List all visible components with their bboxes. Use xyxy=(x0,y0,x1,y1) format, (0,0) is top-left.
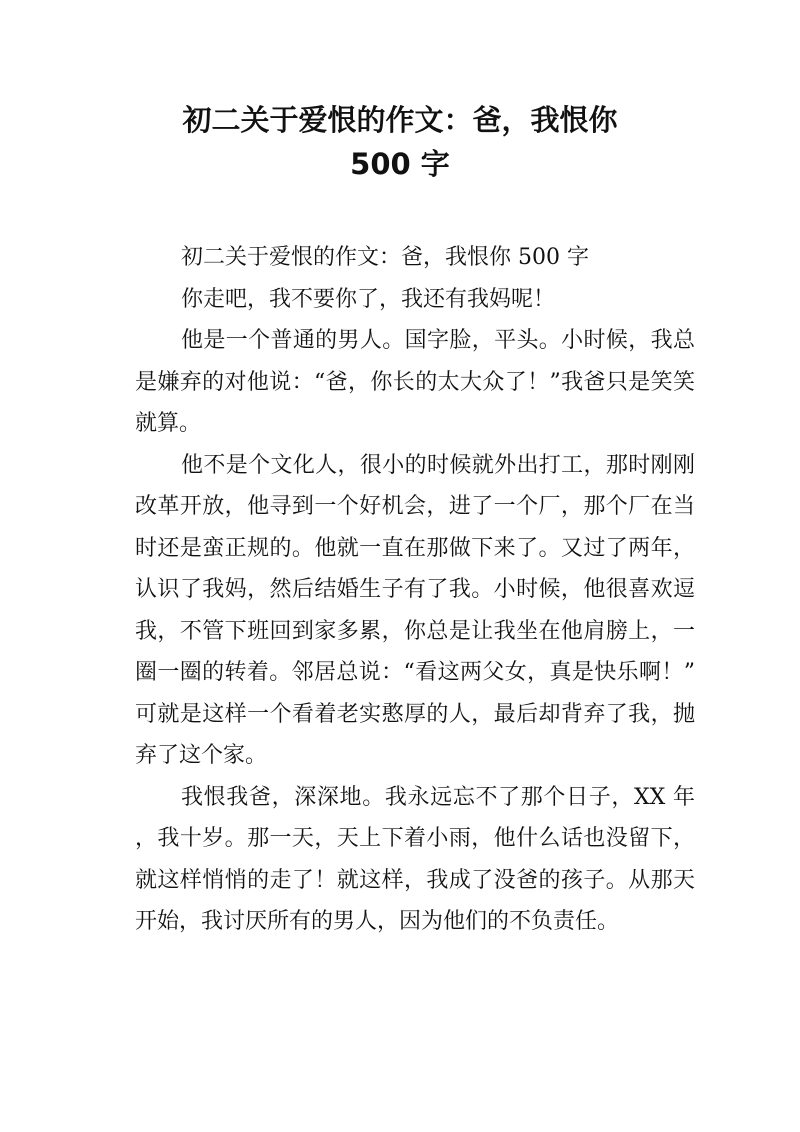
paragraph-1: 初二关于爱恨的作文：爸，我恨你 500 字 xyxy=(181,245,589,270)
document-title-line-1: 初二关于爱恨的作文：爸，我恨你 xyxy=(182,103,618,137)
paragraph-5: 我恨我爸，深深地。我永远忘不了那个日子，XX 年，我十岁。那一天，天上下着小雨，他什么话也没留下，就这样悄悄的走了！就这样，我成了没爸的孩子。从那天开始，我讨厌所有的男人，因为他们的不负责任。 xyxy=(135,784,695,934)
document-body xyxy=(135,237,695,943)
paragraph-3: 他是一个普通的男人。国字脸，平头。小时候，我总是嫌弃的对他说：“爸，你长的太大众了！”我爸只是笑笑就算。 xyxy=(135,328,695,436)
paragraph-2: 你走吧，我不要你了，我还有我妈呢！ xyxy=(181,286,556,312)
document-title-line-2: 500 字 xyxy=(350,147,450,181)
paragraph-4: 他不是个文化人，很小的时候就外出打工，那时刚刚改革开放，他寻到一个好机会，进了一个厂，那个厂在当时还是蛮正规的。他就一直在那做下来了。又过了两年，认识了我妈，然后结婚生子有了我。小时候，他很喜欢逗我，不管下班回到家多累，你总是让我坐在他肩膀上，一圈一圈的转着。邻居总说：“看这两父女，真是快乐啊！”可就是这样一个看着老实憨厚的人，最后却背弃了我，抛弃了这个家。 xyxy=(135,452,695,768)
